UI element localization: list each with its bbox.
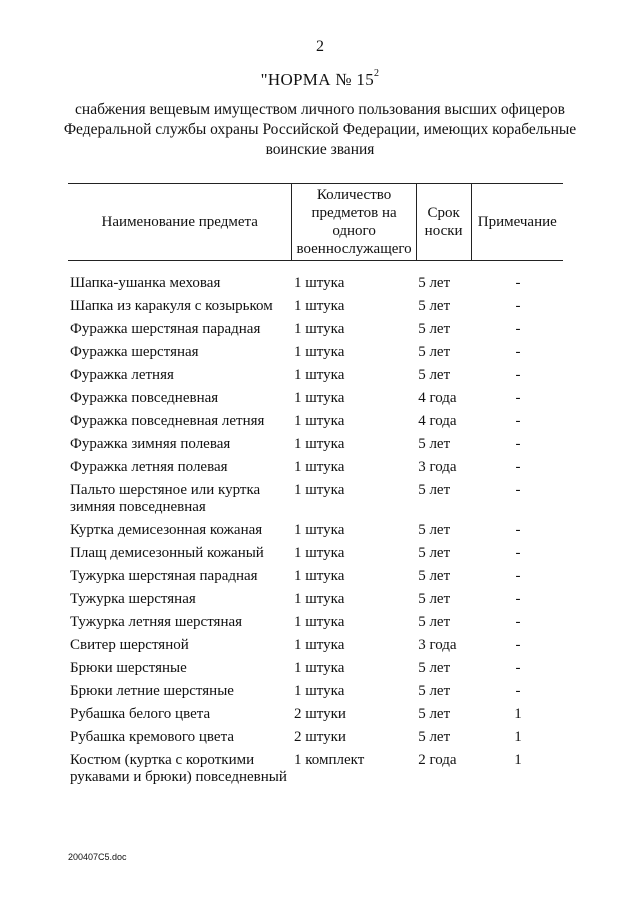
- note-cell: -: [515, 591, 521, 607]
- page-number: 2: [316, 38, 324, 55]
- quantity-cell: 1 штука: [293, 459, 345, 475]
- wear-period-cell: 5 лет: [418, 614, 451, 630]
- quantity-cell: 1 штука: [293, 482, 345, 498]
- table-row: [68, 319, 563, 342]
- document-title-text: "НОРМА № 15: [260, 70, 375, 89]
- item-name-cell: Брюки шерстяные: [70, 660, 187, 676]
- table-row: [68, 261, 563, 297]
- table-row: [68, 411, 563, 434]
- table-row: [68, 457, 563, 480]
- wear-period-cell: 5 лет: [418, 706, 451, 722]
- table-row: [68, 566, 563, 589]
- column-header-item-name: Наименование предмета: [68, 184, 292, 261]
- item-name-cell: Плащ демисезонный кожаный: [70, 545, 264, 561]
- quantity-cell: 1 штука: [293, 683, 345, 699]
- item-name-cell: Костюм (куртка с короткими рукавами и брюки) повседневный: [70, 752, 287, 785]
- quantity-cell: 1 штука: [293, 275, 345, 291]
- table-row: [68, 635, 563, 658]
- wear-period-cell: 5 лет: [418, 568, 451, 584]
- table-row: [68, 681, 563, 704]
- wear-period-cell: 4 года: [418, 390, 457, 406]
- table-row: [68, 520, 563, 543]
- wear-period-cell: 5 лет: [418, 321, 451, 337]
- wear-period-cell: 5 лет: [418, 344, 451, 360]
- table-body: [68, 261, 563, 791]
- note-cell: -: [515, 459, 521, 475]
- table-row: [68, 612, 563, 635]
- item-name-cell: Фуражка повседневная: [70, 390, 219, 406]
- table-header: [68, 184, 563, 261]
- wear-period-cell: 5 лет: [418, 683, 451, 699]
- note-cell: 1: [514, 729, 522, 745]
- item-name-cell: Тужурка шерстяная: [70, 591, 196, 607]
- document-title: [0, 70, 640, 90]
- note-cell: -: [515, 660, 521, 676]
- wear-period-cell: 5 лет: [418, 298, 451, 314]
- wear-period-cell: 3 года: [418, 459, 457, 475]
- wear-period-cell: 5 лет: [418, 660, 451, 676]
- quantity-cell: 1 штука: [293, 390, 345, 406]
- item-name-cell: Свитер шерстяной: [70, 637, 189, 653]
- supply-norm-table: [68, 183, 563, 790]
- wear-period-cell: 2 года: [418, 752, 457, 768]
- wear-period-cell: 5 лет: [418, 436, 451, 452]
- item-name-cell: Фуражка повседневная летняя: [70, 413, 265, 429]
- document-title-superscript: 2: [374, 68, 380, 80]
- table-row: [68, 365, 563, 388]
- item-name-cell: Фуражка летняя: [70, 367, 174, 383]
- wear-period-cell: 5 лет: [418, 522, 451, 538]
- quantity-cell: 1 штука: [293, 545, 345, 561]
- wear-period-cell: 5 лет: [418, 591, 451, 607]
- table-header-row: [68, 184, 563, 261]
- quantity-cell: 1 штука: [293, 660, 345, 676]
- table-row: [68, 750, 563, 790]
- table-row: [68, 296, 563, 319]
- table-row: [68, 434, 563, 457]
- wear-period-cell: 5 лет: [418, 275, 451, 291]
- item-name-cell: Фуражка зимняя полевая: [70, 436, 231, 452]
- quantity-cell: 2 штуки: [293, 706, 346, 722]
- wear-period-cell: 3 года: [418, 637, 457, 653]
- quantity-cell: 1 штука: [293, 321, 345, 337]
- table-row: [68, 589, 563, 612]
- note-cell: -: [515, 390, 521, 406]
- item-name-cell: Куртка демисезонная кожаная: [70, 522, 263, 538]
- note-cell: -: [515, 683, 521, 699]
- item-name-cell: Рубашка кремового цвета: [70, 729, 234, 745]
- item-name-cell: Фуражка шерстяная парадная: [70, 321, 261, 337]
- table-row: [68, 342, 563, 365]
- file-name-footer: 200407C5.doc: [68, 852, 127, 862]
- column-header-wear-period: Срок носки: [416, 184, 471, 261]
- item-name-cell: Рубашка белого цвета: [70, 706, 211, 722]
- note-cell: -: [515, 637, 521, 653]
- item-name-cell: Фуражка шерстяная: [70, 344, 199, 360]
- quantity-cell: 1 штука: [293, 591, 345, 607]
- wear-period-cell: 4 года: [418, 413, 457, 429]
- item-name-cell: Пальто шерстяное или куртка зимняя повседневная: [70, 482, 261, 515]
- table-row: [68, 388, 563, 411]
- quantity-cell: 1 штука: [293, 413, 345, 429]
- note-cell: -: [515, 298, 521, 314]
- note-cell: -: [515, 344, 521, 360]
- quantity-cell: 1 штука: [293, 637, 345, 653]
- column-header-note: Примечание: [471, 184, 563, 261]
- note-cell: 1: [514, 706, 522, 722]
- note-cell: -: [515, 482, 521, 498]
- note-cell: -: [515, 321, 521, 337]
- quantity-cell: 2 штуки: [293, 729, 346, 745]
- wear-period-cell: 5 лет: [418, 367, 451, 383]
- quantity-cell: 1 комплект: [293, 752, 365, 768]
- item-name-cell: Шапка-ушанка меховая: [70, 275, 221, 291]
- table-row: [68, 704, 563, 727]
- note-cell: -: [515, 522, 521, 538]
- note-cell: -: [515, 367, 521, 383]
- quantity-cell: 1 штука: [293, 436, 345, 452]
- item-name-cell: Фуражка летняя полевая: [70, 459, 228, 475]
- item-name-cell: Шапка из каракуля с козырьком: [70, 298, 273, 314]
- table-row: [68, 543, 563, 566]
- quantity-cell: 1 штука: [293, 344, 345, 360]
- quantity-cell: 1 штука: [293, 614, 345, 630]
- note-cell: -: [515, 436, 521, 452]
- note-cell: -: [515, 545, 521, 561]
- note-cell: -: [515, 275, 521, 291]
- table-row: [68, 480, 563, 520]
- item-name-cell: Тужурка шерстяная парадная: [70, 568, 258, 584]
- note-cell: 1: [514, 752, 522, 768]
- note-cell: -: [515, 413, 521, 429]
- quantity-cell: 1 штука: [293, 367, 345, 383]
- wear-period-cell: 5 лет: [418, 482, 451, 498]
- item-name-cell: Тужурка летняя шерстяная: [70, 614, 243, 630]
- item-name-cell: Брюки летние шерстяные: [70, 683, 234, 699]
- wear-period-cell: 5 лет: [418, 729, 451, 745]
- column-header-quantity: Количество предметов на одного военнослужащего: [292, 184, 416, 261]
- note-cell: -: [515, 614, 521, 630]
- document-subtitle: снабжения вещевым имуществом личного пользования высших офицеров Федеральной службы охраны Российской Федерации, имеющих корабельные воинские звания: [63, 101, 577, 158]
- quantity-cell: 1 штука: [293, 298, 345, 314]
- note-cell: -: [515, 568, 521, 584]
- wear-period-cell: 5 лет: [418, 545, 451, 561]
- table-row: [68, 727, 563, 750]
- table-row: [68, 658, 563, 681]
- quantity-cell: 1 штука: [293, 522, 345, 538]
- quantity-cell: 1 штука: [293, 568, 345, 584]
